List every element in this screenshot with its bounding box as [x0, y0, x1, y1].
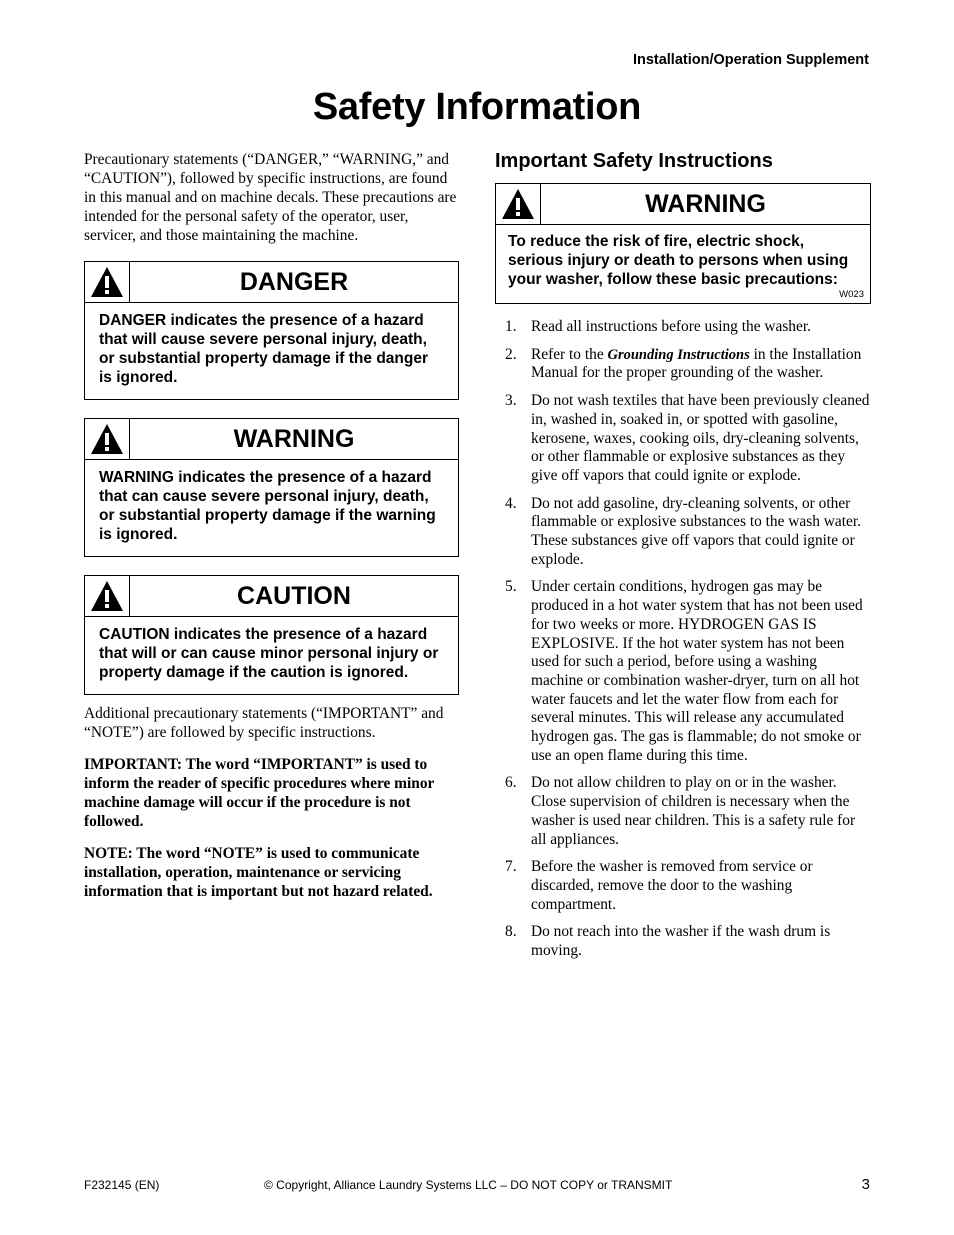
warning-triangle-icon: [85, 262, 130, 302]
caution-box: [84, 575, 459, 695]
list-item: 8. Do not reach into the washer if the wash drum is moving.: [505, 923, 831, 960]
left-column: [84, 150, 459, 901]
section-heading: Important Safety Instructions: [495, 150, 773, 172]
intro-paragraph: Precautionary statements (“DANGER,” “WARNING,” and “CAUTION”), followed by specific instructions, are found in this manual and on machine decals. These precautions are intended for the personal safety of the operator, user, servicer, and those maintaining the machine.: [84, 151, 457, 244]
important-paragraph: IMPORTANT: The word “IMPORTANT” is used to inform the reader of specific procedures where minor machine damage will occur if the procedure is not followed.: [84, 756, 435, 830]
instructions-warning-text: To reduce the risk of fire, electric shock, serious injury or death to persons when using your washer, follow these basic precautions:: [508, 233, 849, 288]
list-item: 3. Do not wash textiles that have been previously cleaned in, washed in, soaked in, or spotted with gasoline, kerosene, waxes, cooking oils, dry-cleaning solvents, or other flammable or explosive substances as they give off vapors that could ignite or explode.: [505, 392, 870, 484]
warning-title: WARNING: [233, 425, 355, 453]
additional-paragraph: Additional precautionary statements (“IMPORTANT” and “NOTE”) are followed by specific instructions.: [84, 705, 444, 741]
page-title: Safety Information: [312, 86, 642, 128]
note-paragraph: NOTE: The word “NOTE” is used to communicate installation, operation, maintenance or servicing information that is important but not hazard related.: [84, 845, 433, 900]
list-item: 2. Refer to the Grounding Instructions in the Installation Manual for the proper grounding of the washer.: [505, 345, 862, 382]
list-item: 1. Read all instructions before using the washer.: [505, 318, 811, 335]
warning-triangle-icon: [85, 419, 130, 459]
list-item: 6. Do not allow children to play on or in the washer. Close supervision of children is necessary when the washer is used near children. This is a safety rule for all appliances.: [505, 774, 856, 848]
copyright-notice: © Copyright, Alliance Laundry Systems LLC – DO NOT COPY or TRANSMIT: [264, 1178, 673, 1192]
warning-triangle-icon: [496, 184, 541, 224]
danger-box: [84, 261, 459, 400]
warning-text: WARNING indicates the presence of a hazard that can cause severe personal injury, death, or substantial property damage if the warning is ignored.: [99, 469, 436, 543]
warning-box: [84, 418, 459, 557]
caution-text: CAUTION indicates the presence of a hazard that will or can cause minor personal injury or property damage if the caution is ignored.: [99, 626, 439, 681]
grounding-instructions-reference: Grounding Instructions: [607, 346, 750, 363]
danger-text: DANGER indicates the presence of a hazard that will cause severe personal injury, death, or substantial property damage if the danger is ignored.: [99, 312, 429, 386]
warning-triangle-icon: [85, 576, 130, 616]
instructions-list: [495, 318, 871, 961]
list-item: 5. Under certain conditions, hydrogen gas may be produced in a hot water system that has not been used for two weeks or more. HYDROGEN GAS IS EXPLOSIVE. If the hot water system has not been used for such a period, before using a washing machine or combination washer-dryer, turn on all hot water faucets and let the water flow from each for several minutes. This will release any accumulated hydrogen gas. The gas is flammable; do not smoke or use an open flame during this time.: [505, 578, 863, 764]
danger-title: DANGER: [239, 268, 349, 296]
caution-title: CAUTION: [237, 582, 351, 610]
list-item: 4. Do not add gasoline, dry-cleaning solvents, or other flammable or explosive substances to the wash water. These substances give off vapors that could ignite or explode.: [505, 494, 861, 568]
decal-code: W023: [839, 289, 864, 300]
instructions-warning-title: WARNING: [645, 190, 766, 218]
document-code: F232145 (EN): [84, 1178, 160, 1192]
page-number: 3: [861, 1176, 870, 1193]
running-header: Installation/Operation Supplement: [632, 52, 869, 68]
right-column: [495, 148, 871, 970]
instructions-warning-box: [495, 183, 871, 304]
list-item: 7. Before the washer is removed from service or discarded, remove the door to the washing compartment.: [505, 858, 813, 913]
